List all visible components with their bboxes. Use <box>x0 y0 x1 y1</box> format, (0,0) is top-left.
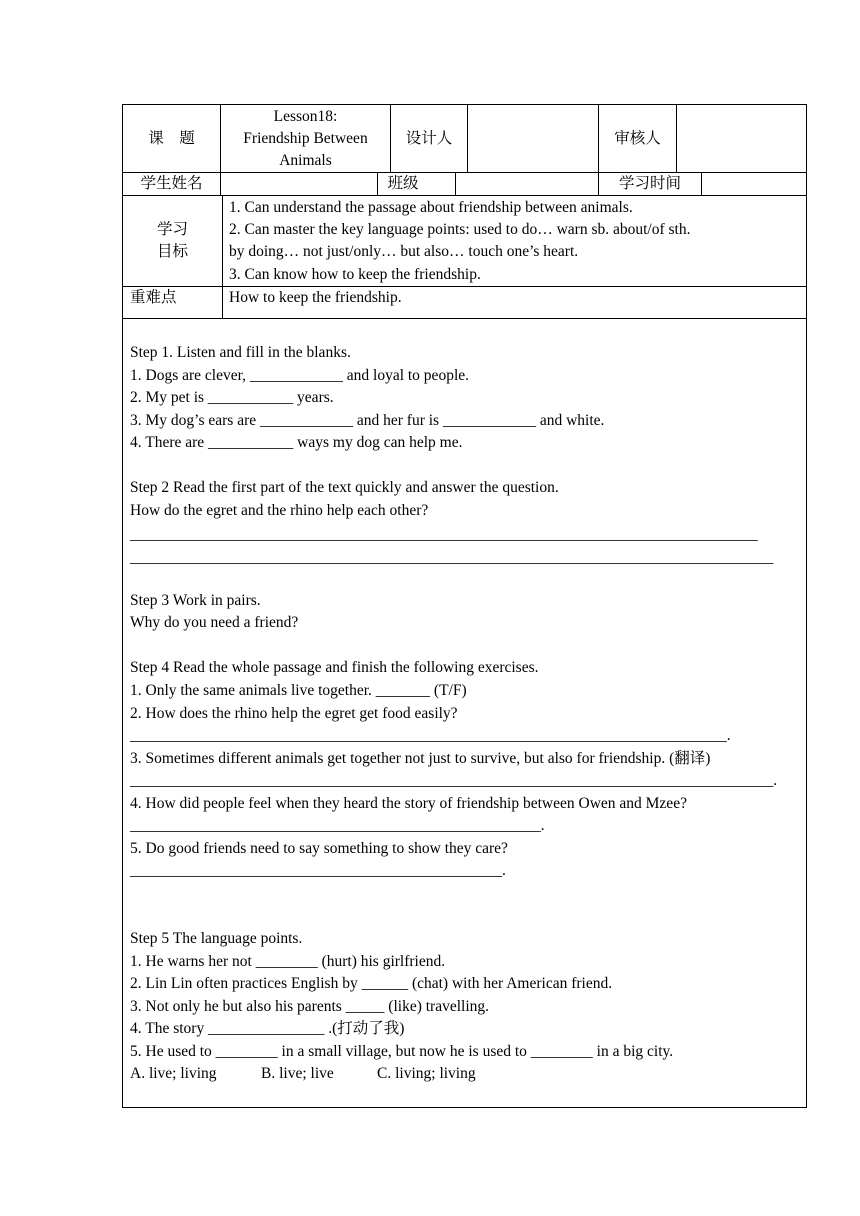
step1-item: 2. My pet is ___________ years. <box>130 389 334 406</box>
step4-line: 3. Sometimes different animals get together not just to survive, but also for friendship. (翻译) <box>130 750 711 767</box>
designer-value-field[interactable] <box>468 105 598 172</box>
step5-item: 2. Lin Lin often practices English by ______ (chat) with her American friend. <box>130 975 613 992</box>
step2-title: Step 2 Read the first part of the text quickly and answer the question. <box>130 479 559 496</box>
lesson-title <box>221 105 390 172</box>
answer-line: ___________________________________________________________________________________. <box>130 772 778 789</box>
step1-item: 1. Dogs are clever, ____________ and loyal to people. <box>130 367 470 384</box>
lesson-title-line: Animals <box>279 151 332 169</box>
step4-line: 5. Do good friends need to say something to show they care? <box>130 840 508 857</box>
objectives-label-line: 目标 <box>156 243 188 260</box>
table-row-divider-3 <box>122 286 807 287</box>
student-name-field[interactable] <box>221 173 377 195</box>
class-field[interactable] <box>456 173 598 195</box>
step1-item: 3. My dog’s ears are ____________ and her fur is ____________ and white. <box>130 412 605 429</box>
step5-option: A. live; living <box>130 1065 217 1082</box>
answer-line: _____________________________________________________. <box>130 817 545 834</box>
table-row-divider-4 <box>122 318 807 319</box>
lesson-title-line: Lesson18: <box>273 107 338 125</box>
step1-title: Step 1. Listen and fill in the blanks. <box>130 344 351 361</box>
objectives-label <box>123 196 222 286</box>
step5-item: 4. The story _______________ .(打动了我) <box>130 1020 405 1037</box>
step5-option: B. live; live <box>261 1065 334 1082</box>
step5-option: C. living; living <box>377 1065 476 1082</box>
step5-item: 5. He used to ________ in a small village, but now he is used to ________ in a big city. <box>130 1043 674 1060</box>
key-points-label: 重难点 <box>130 289 177 306</box>
reviewer-value-field[interactable] <box>677 105 806 172</box>
step5-item: 3. Not only he but also his parents _____ (like) travelling. <box>130 998 490 1015</box>
step3-question: Why do you need a friend? <box>130 614 299 631</box>
class-label: 班级 <box>387 175 419 192</box>
step2-question: How do the egret and the rhino help each other? <box>130 502 429 519</box>
objective-item: 2. Can master the key language points: used to do… warn sb. about/of sth. <box>229 221 691 238</box>
table-border-bottom <box>122 1107 807 1108</box>
table-border-right <box>806 104 807 1108</box>
row3-divider <box>222 195 223 319</box>
answer-line: _____________________________________________________________________________. <box>130 727 731 744</box>
reviewer-label: 审核人 <box>614 129 661 147</box>
answer-line: _________________________________________________________________________________ <box>130 526 758 543</box>
step4-title: Step 4 Read the whole passage and finish the following exercises. <box>130 659 539 676</box>
step3-title: Step 3 Work in pairs. <box>130 592 261 609</box>
step5-item: 1. He warns her not ________ (hurt) his girlfriend. <box>130 953 446 970</box>
student-name-label: 学生姓名 <box>140 175 203 192</box>
step4-line: 4. How did people feel when they heard the story of friendship between Owen and Mzee? <box>130 795 687 812</box>
table-row-divider-2 <box>122 195 807 196</box>
objective-item: 1. Can understand the passage about friendship between animals. <box>229 199 633 216</box>
answer-line: ___________________________________________________________________________________ <box>130 549 774 566</box>
study-time-field[interactable] <box>702 173 806 195</box>
key-points-text: How to keep the friendship. <box>229 289 402 306</box>
objective-item: 3. Can know how to keep the friendship. <box>229 266 481 283</box>
step4-line: 2. How does the rhino help the egret get food easily? <box>130 705 458 722</box>
lesson-title-line: Friendship Between <box>243 129 368 147</box>
step4-line: 1. Only the same animals live together. _______ (T/F) <box>130 682 467 699</box>
topic-label: 课 题 <box>148 129 195 147</box>
step5-title: Step 5 The language points. <box>130 930 303 947</box>
objectives-label-line: 学习 <box>156 221 188 238</box>
study-time-label: 学习时间 <box>618 175 681 192</box>
step1-item: 4. There are ___________ ways my dog can help me. <box>130 434 463 451</box>
answer-line: ________________________________________________. <box>130 862 506 879</box>
objective-item: by doing… not just/only… but also… touch one’s heart. <box>229 243 579 260</box>
designer-label: 设计人 <box>405 129 453 147</box>
